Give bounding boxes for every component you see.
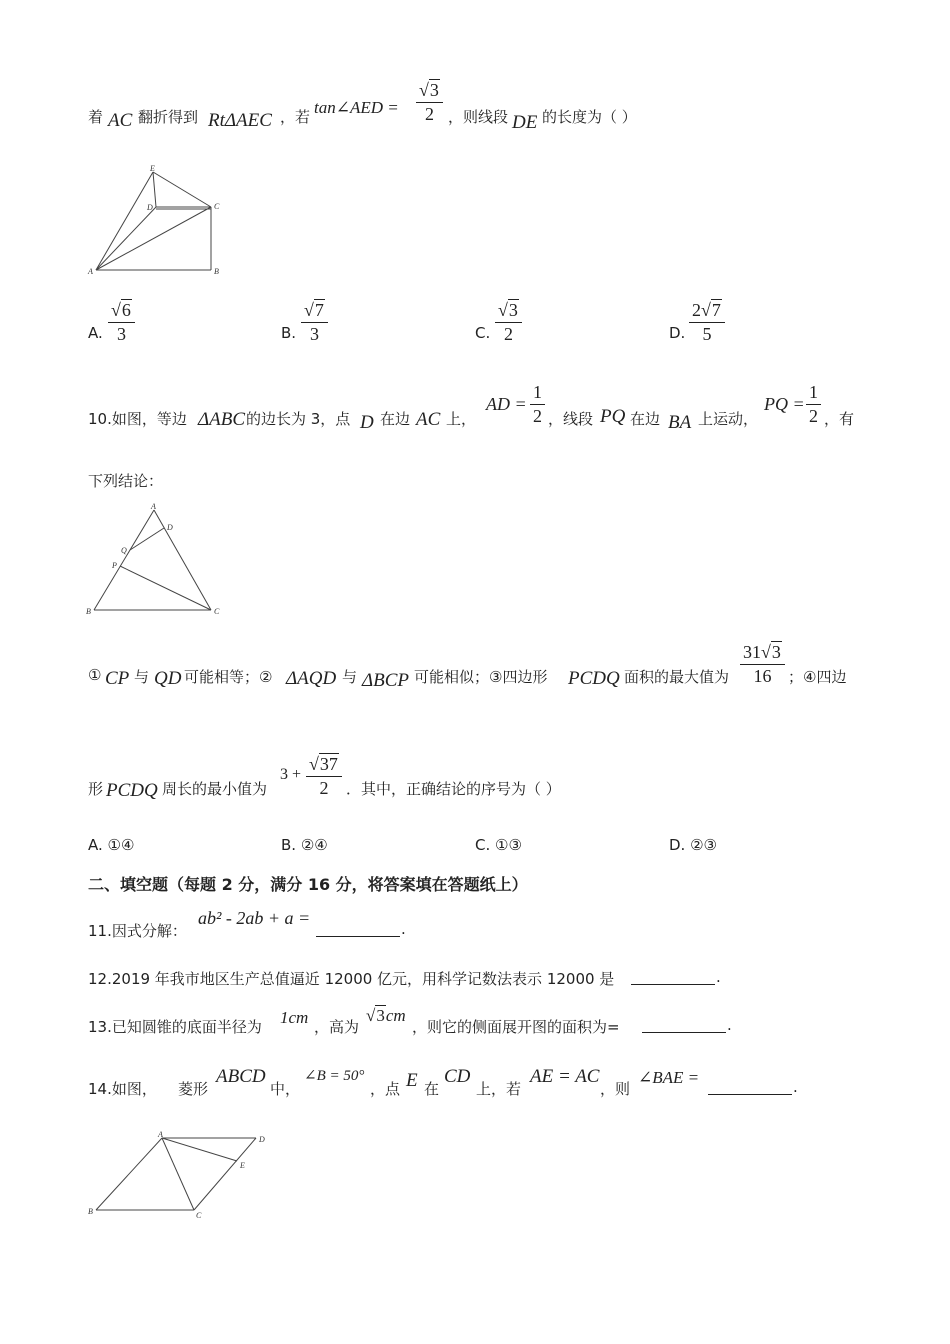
q9-text-3: ，若 bbox=[280, 108, 311, 126]
q10-frac-ad bbox=[530, 382, 545, 426]
q9-option-d-root: 7 bbox=[711, 300, 721, 320]
q10-text-e: 在边 bbox=[630, 410, 661, 428]
q10-c3-root: 3 bbox=[771, 642, 781, 662]
q9-option-c-label: C. bbox=[475, 324, 491, 342]
q14-math-angle-b: ∠B = 50° bbox=[304, 1068, 365, 1084]
q10-line2: 下列结论： bbox=[88, 472, 164, 490]
q10-c4-root: 37 bbox=[319, 754, 338, 774]
q10-frac-pq-den: 2 bbox=[809, 405, 818, 426]
q9-option-c-value: $\frac{√3}{2}$ bbox=[495, 300, 522, 344]
q13-mid: ，高为 bbox=[314, 1018, 360, 1036]
q10-c2-mid: 与 bbox=[342, 668, 358, 686]
q9-option-b-root: 7 bbox=[314, 300, 324, 320]
q10-fig-label-a: A bbox=[151, 502, 156, 511]
q14-text-f: ，则 bbox=[600, 1080, 631, 1098]
q10-text-f: 上运动， bbox=[698, 410, 759, 428]
q14-fig-label-d: D bbox=[259, 1135, 265, 1144]
q9-option-a-label: A. bbox=[88, 324, 103, 342]
q13 bbox=[88, 1002, 788, 1042]
q10-c4-end: ．其中，正确结论的序号为（ ） bbox=[346, 780, 561, 798]
q10-text-b: 在边 bbox=[380, 410, 411, 428]
q10-option-d[interactable]: D. ②③ bbox=[669, 836, 717, 854]
q9-fig-label-c: C bbox=[214, 202, 220, 211]
q10-math-ad: AD = bbox=[486, 394, 527, 414]
q10-math-d: D bbox=[360, 412, 374, 433]
q13-radius: 1cm bbox=[280, 1008, 309, 1027]
q10-math-abc: ΔABC bbox=[198, 409, 246, 430]
q14-math-ae-ac: AE = AC bbox=[530, 1066, 600, 1087]
q14 bbox=[88, 1060, 808, 1110]
q10-option-c[interactable]: C. ①③ bbox=[475, 836, 522, 854]
q9-fig-label-b: B bbox=[214, 267, 219, 276]
q14-fig-label-c: C bbox=[196, 1211, 202, 1220]
q10-math-pq2: PQ = bbox=[764, 394, 805, 414]
q10-frac-ad-num: 1 bbox=[530, 382, 545, 405]
q9-text-1: 着 bbox=[88, 108, 104, 126]
q10-c1-qd: QD bbox=[154, 668, 182, 689]
q12 bbox=[88, 968, 748, 992]
q14-fig-label-a: A bbox=[158, 1130, 163, 1139]
q11-end: . bbox=[401, 920, 406, 938]
q9-option-c-root: 3 bbox=[508, 300, 518, 320]
q10-conclusions-2 bbox=[88, 752, 868, 808]
q13-height-root: 3 bbox=[376, 1006, 385, 1025]
q13-post: ，则它的侧面展开图的面积为= bbox=[412, 1018, 620, 1036]
q10-frac-pq-num: 1 bbox=[806, 382, 821, 405]
q9-text-5: 的长度为（ ） bbox=[542, 108, 637, 126]
q14-text-b: 中， bbox=[270, 1080, 301, 1098]
q10-c4-pre: ；④四边 bbox=[788, 668, 847, 686]
q10-option-b[interactable]: B. ②④ bbox=[281, 836, 328, 854]
q14-text-e: 上，若 bbox=[476, 1080, 522, 1098]
q9-option-c-den: 2 bbox=[503, 323, 513, 344]
q9-math-ac: AC bbox=[108, 110, 133, 131]
q9-fig-label-a: A bbox=[88, 267, 93, 276]
q9-frac-den: 2 bbox=[424, 103, 434, 124]
q14-text-c: ，点 bbox=[370, 1080, 401, 1098]
q10-prefix: 10.如图，等边 bbox=[88, 410, 187, 428]
q13-height: √3cm bbox=[366, 1006, 406, 1025]
q10-c3-post: 面积的最大值为 bbox=[624, 668, 730, 686]
q10-c1-mid: 与 bbox=[134, 668, 150, 686]
q14-math-abcd: ABCD bbox=[216, 1066, 266, 1087]
q14-fig-label-e: E bbox=[240, 1161, 245, 1170]
q10-math-ac: AC bbox=[416, 409, 441, 430]
q10-c4-int: 3 + bbox=[280, 766, 302, 783]
q10-c1-post: 可能相等；② bbox=[184, 668, 273, 686]
q10-frac-ad-den: 2 bbox=[533, 405, 542, 426]
q9-option-a-value: $\frac{√6}{3}$ bbox=[108, 300, 135, 344]
q9-frac-num: 3 bbox=[429, 80, 439, 100]
q9-figure bbox=[86, 160, 226, 280]
q9-option-d-label: D. bbox=[669, 324, 686, 342]
q14-fig-label-b: B bbox=[88, 1207, 93, 1216]
q14-math-angle-bae: ∠BAE = bbox=[638, 1068, 700, 1087]
q10-c1-cp: CP bbox=[105, 668, 130, 689]
q10-c4-line-pre: 形 bbox=[88, 780, 104, 798]
q9-option-b-den: 3 bbox=[309, 323, 319, 344]
q10-c3-fraction: $\frac{31√3}{16}$ bbox=[740, 642, 785, 686]
q10-c4-den: 2 bbox=[319, 777, 329, 798]
q10-frac-pq bbox=[806, 382, 821, 426]
q10-math-pq: PQ bbox=[600, 406, 626, 427]
q9-option-b-label: B. bbox=[281, 324, 297, 342]
q10-c4-fraction: $\frac{√37}{2}$ bbox=[306, 754, 342, 798]
q14-figure bbox=[86, 1128, 276, 1224]
q9-text-4: ，则线段 bbox=[448, 108, 509, 126]
q10-text-a: 的边长为 3，点 bbox=[246, 410, 351, 428]
q10-text-c: 上， bbox=[446, 410, 477, 428]
q9-option-d-den: 5 bbox=[702, 323, 712, 344]
q14-answer-blank[interactable] bbox=[708, 1080, 792, 1095]
q9-math-de: DE bbox=[512, 112, 538, 133]
q10-fig-label-b: B bbox=[86, 607, 91, 616]
q12-text: 12.2019 年我市地区生产总值逼近 12000 亿元，用科学记数法表示 12000 是 bbox=[88, 970, 615, 988]
q10-fig-label-c: C bbox=[214, 607, 220, 616]
q10-c2-post: 可能相似；③四边形 bbox=[414, 668, 548, 686]
q11-answer-blank[interactable] bbox=[316, 922, 400, 937]
q9-fig-label-d: D bbox=[147, 203, 153, 212]
section-heading: 二、填空题（每题 2 分，满分 16 分，将答案填在答题纸上） bbox=[88, 875, 528, 894]
q10-fig-label-p: P bbox=[112, 561, 117, 570]
q10-figure bbox=[86, 500, 226, 620]
q10-text-d: ，线段 bbox=[548, 410, 594, 428]
q10-c2-bcp: ΔBCP bbox=[362, 670, 410, 691]
q9-option-a-den: 3 bbox=[116, 323, 126, 344]
q10-c4-pcdq: PCDQ bbox=[106, 780, 158, 801]
q10-c4-post: 周长的最小值为 bbox=[162, 780, 268, 798]
q11-expression: ab² - 2ab + a = bbox=[198, 908, 311, 928]
q10-c3-coef: 31 bbox=[743, 642, 761, 662]
q14-math-cd: CD bbox=[444, 1066, 471, 1087]
q10-fig-label-d: D bbox=[167, 523, 173, 532]
q9-fraction: $\frac{√3}{2}$ bbox=[416, 80, 443, 124]
q12-end: . bbox=[716, 968, 721, 986]
q9-fig-label-e: E bbox=[150, 164, 155, 173]
q10-stem bbox=[88, 382, 868, 432]
q9-option-b-value: $\frac{√7}{3}$ bbox=[301, 300, 328, 344]
q9-math-rt: RtΔAEC bbox=[208, 110, 272, 131]
q11-prefix: 11.因式分解： bbox=[88, 922, 187, 940]
q9-math-tan: tan∠AED = bbox=[314, 98, 399, 117]
q9-text-2: 翻折得到 bbox=[138, 108, 199, 126]
q9-option-d-value: $\frac{2√7}{5}$ bbox=[689, 300, 725, 344]
q10-c1-pre: ① bbox=[88, 666, 102, 684]
q13-prefix: 13.已知圆锥的底面半径为 bbox=[88, 1018, 262, 1036]
q10-fig-label-q: Q bbox=[121, 546, 127, 555]
q13-height-unit: cm bbox=[385, 1006, 406, 1025]
q14-text-a: 菱形 bbox=[178, 1080, 209, 1098]
q12-answer-blank[interactable] bbox=[631, 970, 715, 985]
q10-text-g: ，有 bbox=[824, 410, 855, 428]
q10-math-ba: BA bbox=[668, 412, 692, 433]
q10-c3-den: 16 bbox=[753, 665, 772, 686]
q10-c2-aqd: ΔAQD bbox=[286, 668, 337, 689]
q9-option-a-root: 6 bbox=[121, 300, 131, 320]
q13-answer-blank[interactable] bbox=[642, 1018, 726, 1033]
q14-prefix: 14.如图， bbox=[88, 1080, 157, 1098]
q10-conclusions-1 bbox=[88, 640, 868, 696]
q9-option-d-coef: 2 bbox=[692, 300, 701, 320]
q14-end: . bbox=[793, 1078, 798, 1096]
q11 bbox=[88, 900, 488, 940]
q14-text-d: 在 bbox=[424, 1080, 440, 1098]
q10-c3-pcdq: PCDQ bbox=[568, 668, 620, 689]
q14-math-e: E bbox=[406, 1070, 418, 1091]
q13-end: . bbox=[727, 1016, 732, 1034]
q10-option-a[interactable]: A. ①④ bbox=[88, 836, 135, 854]
